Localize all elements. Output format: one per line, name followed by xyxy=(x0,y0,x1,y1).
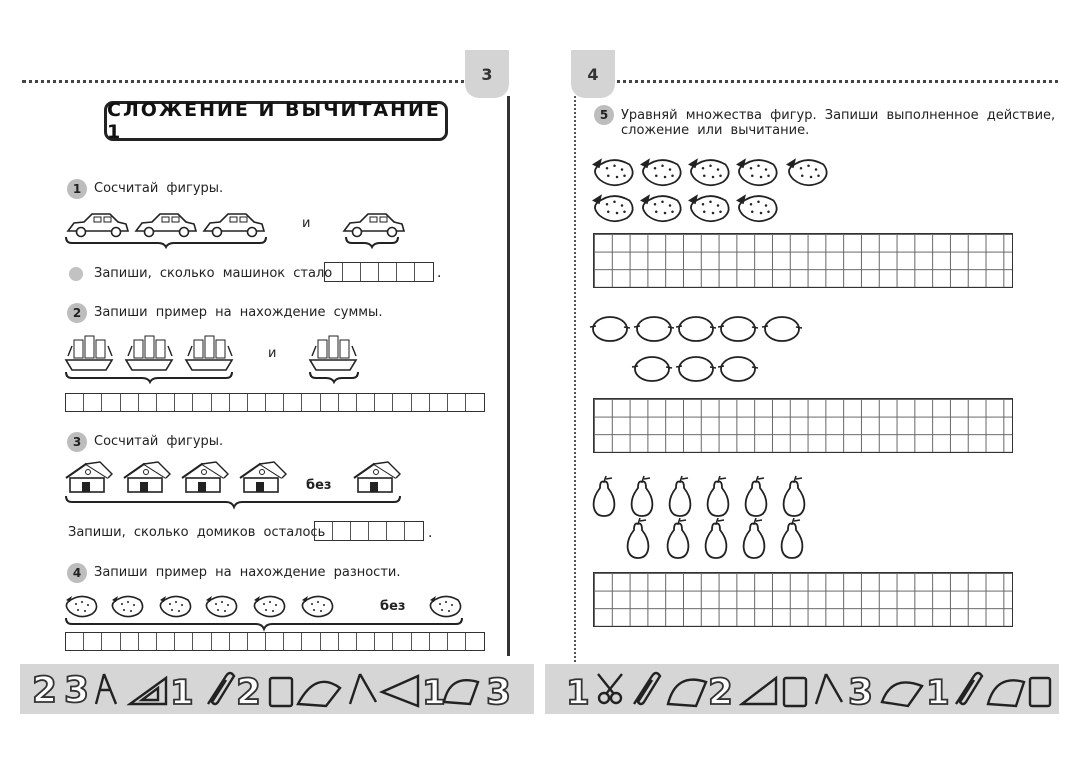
strawberry-icon xyxy=(66,596,97,617)
scissors-icon xyxy=(598,674,622,703)
task5-instruction-line1: Уравняй множества фигур. Запиши выполненное действие, xyxy=(621,108,1056,123)
house-icon xyxy=(124,462,170,492)
paperclip-icon xyxy=(208,673,234,704)
pear-icon xyxy=(594,476,615,516)
pear-icon xyxy=(628,518,649,558)
task3-instruction: Сосчитай фигуры. xyxy=(94,434,224,449)
group-brace xyxy=(66,237,266,247)
page-number-left-text: 3 xyxy=(481,64,493,84)
house-icon xyxy=(66,462,112,492)
pear-icon xyxy=(668,518,689,558)
lemon-icon xyxy=(676,317,716,341)
pear-icon xyxy=(670,476,691,516)
digit-1-icon: 1 xyxy=(566,673,590,713)
paperclip-icon xyxy=(634,673,660,704)
strawberry-icon xyxy=(160,596,191,617)
strawberry-icon xyxy=(206,596,237,617)
strawberry-icon xyxy=(640,158,681,185)
group-brace xyxy=(66,496,400,507)
strawberry-icon xyxy=(592,158,633,185)
task1-number: 1 xyxy=(72,182,82,196)
task3-period: . xyxy=(428,525,433,541)
task4-brace xyxy=(64,616,484,632)
ship-icon xyxy=(66,336,112,370)
task1-cars-group-a xyxy=(62,207,272,247)
strawberry-icon xyxy=(302,596,333,617)
strawberry-icon xyxy=(254,596,285,617)
set-lemons xyxy=(590,312,820,390)
right-page-fold xyxy=(574,96,576,662)
task3-number: 3 xyxy=(72,435,82,449)
protractor-icon xyxy=(668,680,706,706)
task1-sub-instruction: Запиши, сколько машинок стало xyxy=(94,266,333,281)
task3-connector: без xyxy=(306,478,332,493)
task3-answer-cells[interactable] xyxy=(314,521,424,541)
task3-sub-instruction: Запиши, сколько домиков осталось xyxy=(68,525,326,540)
task2-ships-group-b xyxy=(304,330,364,386)
task5-instruction-line2: сложение или вычитание. xyxy=(621,123,810,138)
task3-brace xyxy=(64,494,404,510)
digit-2-icon: 2 xyxy=(32,670,58,711)
ship-icon xyxy=(310,336,356,370)
task5-badge xyxy=(594,105,614,125)
protractor-icon xyxy=(988,680,1024,706)
strawberry-icon xyxy=(430,596,461,617)
car-icon xyxy=(68,214,128,237)
lemon-icon xyxy=(632,357,672,381)
page-number-right xyxy=(571,50,615,98)
strawberry-icon xyxy=(640,194,681,221)
group-brace xyxy=(66,372,232,382)
task4-connector: без xyxy=(380,599,406,614)
pear-icon xyxy=(706,518,727,558)
lemon-icon xyxy=(634,317,674,341)
pear-icon xyxy=(784,476,805,516)
digit-3-icon: 3 xyxy=(848,672,874,713)
task4-badge xyxy=(67,563,87,583)
group-brace xyxy=(310,372,358,382)
strawberry-icon xyxy=(736,158,777,185)
set-strawberries xyxy=(590,150,850,225)
group-brace xyxy=(66,618,462,629)
pear-icon xyxy=(744,518,765,558)
lemon-icon xyxy=(718,357,758,381)
page-number-right-text: 4 xyxy=(587,64,599,84)
group-brace xyxy=(346,237,398,247)
task1-instruction: Сосчитай фигуры. xyxy=(94,181,224,196)
task2-instruction: Запиши пример на нахождение суммы. xyxy=(94,305,383,320)
calculator-icon xyxy=(1030,678,1050,706)
compass-icon xyxy=(816,674,842,704)
task4-instruction: Запиши пример на нахождение разности. xyxy=(94,565,401,580)
house-icon xyxy=(240,462,286,492)
strawberry-icon xyxy=(112,596,143,617)
set-pears xyxy=(590,474,820,560)
task2-connector: и xyxy=(268,346,277,361)
task2-ships-group-a xyxy=(62,330,242,386)
task4-number: 4 xyxy=(72,566,82,580)
strawberry-icon xyxy=(688,158,729,185)
right-footer-decoration xyxy=(556,668,1056,713)
compass-icon xyxy=(96,674,116,704)
protractor-icon xyxy=(882,682,922,706)
strawberries-answer-grid[interactable] xyxy=(593,233,1013,288)
task1-connector: и xyxy=(302,216,311,231)
set-square-icon xyxy=(742,678,776,704)
page-title-text: СЛОЖЕНИЕ И ВЫЧИТАНИЕ 1 xyxy=(107,99,441,143)
house-icon xyxy=(182,462,228,492)
task3-badge xyxy=(67,432,87,452)
lemon-icon xyxy=(718,317,758,341)
digit-1-icon: 1 xyxy=(422,673,446,713)
strawberry-icon xyxy=(592,194,633,221)
digit-3-icon: 3 xyxy=(64,670,90,711)
calculator-icon xyxy=(270,678,292,706)
digit-2-icon: 2 xyxy=(708,672,734,713)
task1-cars-group-b xyxy=(340,207,410,247)
task2-badge xyxy=(67,303,87,323)
paperclip-icon xyxy=(956,673,982,704)
calculator-icon xyxy=(784,678,806,706)
left-page-edge xyxy=(507,96,510,656)
task1-period: . xyxy=(437,265,442,281)
left-footer-decoration xyxy=(30,668,530,713)
protractor-icon xyxy=(444,680,478,704)
task2-answer-cells[interactable] xyxy=(65,393,485,412)
lemon-icon xyxy=(762,317,802,341)
protractor-icon xyxy=(298,682,340,706)
lemons-answer-grid[interactable] xyxy=(593,398,1013,453)
lemon-icon xyxy=(676,357,716,381)
digit-2-icon: 2 xyxy=(236,672,262,713)
task2-number: 2 xyxy=(72,306,82,320)
digit-1-icon: 1 xyxy=(926,673,950,713)
strawberry-icon xyxy=(786,158,827,185)
compass-icon xyxy=(350,674,376,704)
page-number-left xyxy=(465,50,509,98)
car-icon xyxy=(204,214,264,237)
set-square-icon xyxy=(382,676,418,706)
digit-3-icon: 3 xyxy=(486,672,512,713)
digit-1-icon: 1 xyxy=(170,673,194,713)
house-icon xyxy=(354,462,400,492)
pear-icon xyxy=(632,476,653,516)
pears-answer-grid[interactable] xyxy=(593,572,1013,627)
task4-answer-cells[interactable] xyxy=(65,632,485,651)
strawberry-icon xyxy=(736,194,777,221)
pear-icon xyxy=(708,476,729,516)
strawberry-icon xyxy=(688,194,729,221)
ship-icon xyxy=(186,336,232,370)
lemon-icon xyxy=(590,317,630,341)
task5-number: 5 xyxy=(599,108,609,122)
top-dotted-rule-right xyxy=(612,80,1058,83)
task1-bullet xyxy=(69,267,83,281)
task1-badge xyxy=(67,179,87,199)
top-dotted-rule-left xyxy=(22,80,472,83)
car-icon xyxy=(344,214,404,237)
task1-answer-cells[interactable] xyxy=(324,262,434,282)
page-title xyxy=(104,101,448,141)
ship-icon xyxy=(126,336,172,370)
car-icon xyxy=(136,214,196,237)
pear-icon xyxy=(746,476,767,516)
pear-icon xyxy=(782,518,803,558)
set-square-icon xyxy=(130,678,166,704)
